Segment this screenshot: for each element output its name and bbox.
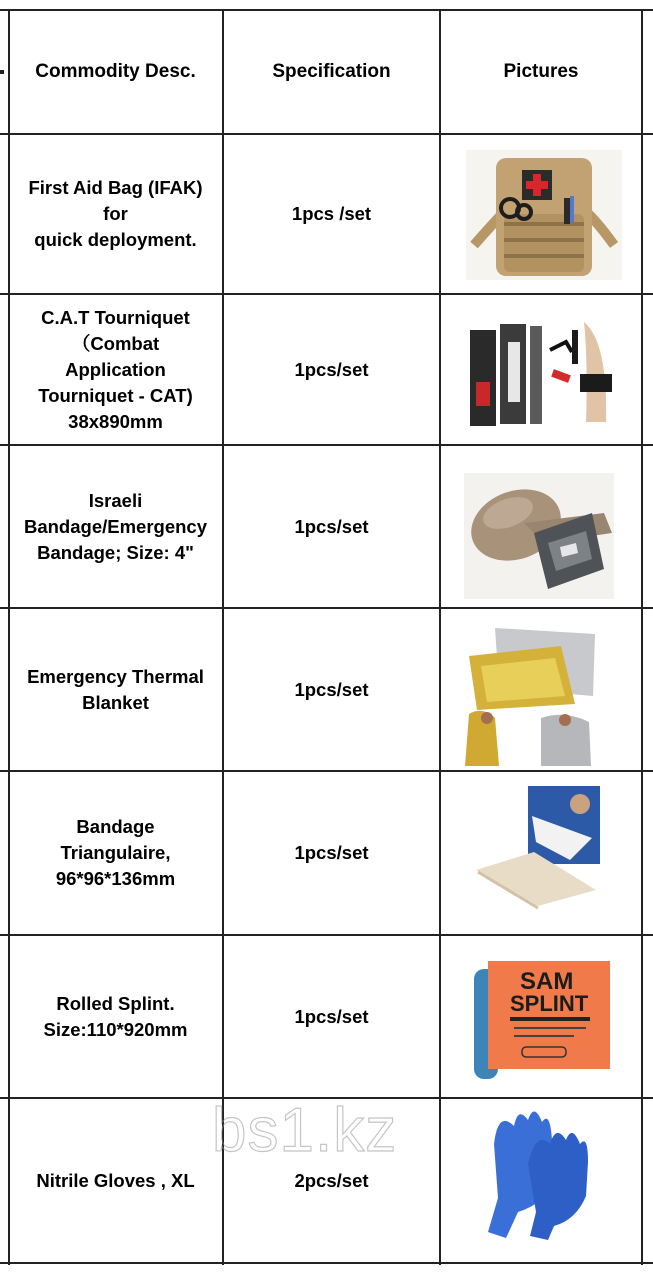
desc-line: for	[103, 203, 128, 224]
desc-lines	[56, 814, 175, 892]
header-commodity: Commodity Desc.	[35, 61, 196, 82]
desc-line: Emergency Thermal	[27, 665, 204, 687]
cat-tourniquet-image	[468, 322, 614, 428]
desc-line: Blanket	[82, 691, 149, 713]
row-5-desc	[9, 772, 222, 934]
desc-lines	[24, 488, 207, 566]
desc-line: C.A.T Tourniquet	[41, 306, 190, 328]
row-5-spec: 1pcs/set	[294, 842, 369, 863]
desc-line: Application	[65, 358, 166, 380]
nitrile-gloves-image	[484, 1100, 592, 1240]
watermark: bs1.kz	[212, 1096, 398, 1165]
cut-off-column-mark	[0, 70, 4, 74]
row-1-desc	[9, 135, 222, 293]
row-7-desc	[9, 1099, 222, 1262]
splint-label-sam: SAM	[520, 968, 574, 995]
thermal-blanket-image	[465, 626, 597, 768]
israeli-bandage-image	[464, 473, 614, 599]
row-1-spec: 1pcs /set	[291, 203, 372, 224]
desc-line: （Combat	[71, 332, 160, 354]
desc-line: 38x890mm	[68, 410, 163, 432]
desc-line: 96*96*136mm	[55, 868, 176, 889]
desc-line: Bandage	[76, 816, 155, 837]
row-4-desc	[9, 609, 222, 770]
row-6-spec: 1pcs/set	[294, 1005, 369, 1027]
table-border	[0, 1262, 653, 1264]
row-2-desc	[9, 295, 222, 444]
desc-line: Bandage/Emergency	[23, 515, 207, 537]
desc-line: Tourniquet - CAT)	[38, 384, 193, 406]
desc-lines	[28, 175, 202, 253]
desc-line: Nitrile Gloves , XL	[36, 1169, 195, 1191]
row-7-spec: 2pcs/set	[294, 1169, 369, 1191]
sam-splint-image	[470, 955, 612, 1081]
desc-line: Bandage; Size: 4"	[37, 541, 194, 563]
row-3-spec: 1pcs/set	[294, 515, 369, 537]
desc-lines	[36, 1168, 194, 1194]
desc-line: Triangulaire,	[60, 842, 171, 863]
desc-lines	[27, 664, 204, 716]
header-specification: Specification	[272, 61, 391, 82]
header-pictures: Pictures	[503, 61, 579, 82]
ifak-bag-image	[466, 150, 622, 280]
desc-line: Rolled Splint.	[56, 992, 175, 1014]
row-3-desc	[9, 446, 222, 607]
desc-line: Israeli	[88, 489, 143, 511]
desc-lines	[38, 305, 192, 435]
desc-lines	[44, 991, 188, 1043]
desc-line: Size:110*920mm	[43, 1018, 188, 1040]
triangular-bandage-image	[474, 786, 602, 912]
row-4-spec: 1pcs/set	[294, 678, 369, 700]
desc-line: First Aid Bag (IFAK)	[28, 177, 203, 198]
column-divider	[641, 10, 643, 1265]
column-divider	[439, 10, 441, 1265]
row-2-spec: 1pcs/set	[294, 358, 369, 380]
splint-label-splint: SPLINT	[510, 991, 589, 1016]
row-6-desc	[9, 936, 222, 1097]
desc-line: quick deployment.	[34, 229, 197, 250]
